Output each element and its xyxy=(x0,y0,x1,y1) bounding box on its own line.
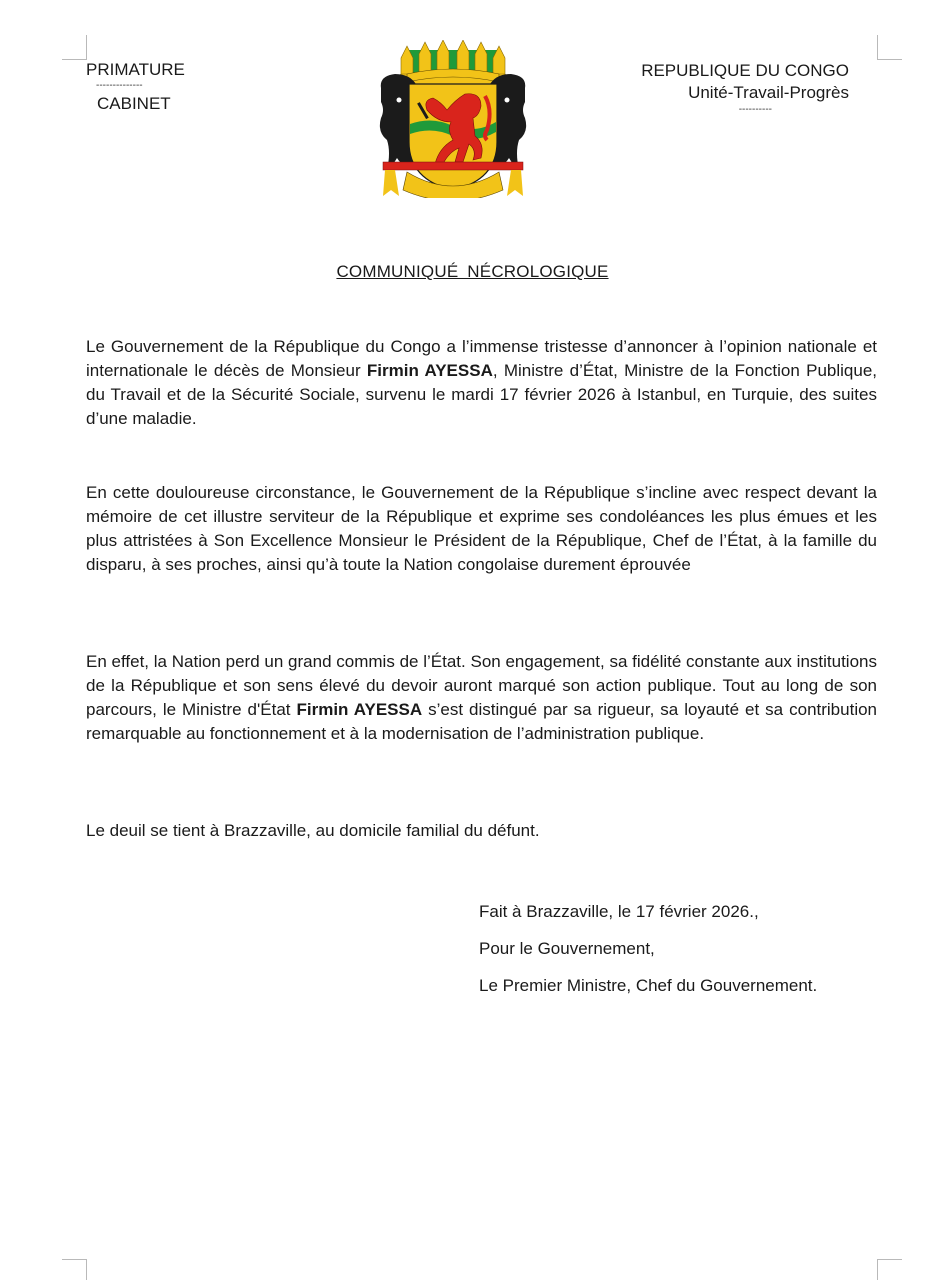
paragraph-text: Le Gouvernement de la République du Congo a l’immense tristesse d’annoncer à l’opinion nationale et internationale le décès de Monsieur xyxy=(86,337,877,380)
country-name: REPUBLIQUE DU CONGO xyxy=(641,61,849,80)
paragraph-announcement xyxy=(86,335,877,431)
paragraph-condolences: En cette douloureuse circonstance, le Gouvernement de la République s’incline avec respect devant la mémoire de cet illustre serviteur de la République et exprime ses condoléances les plus émues et les plus attristées à Son Excellence Monsieur le Président de la République, Chef de l’État, à la famille du disparu, à ses proches, ainsi qu’à toute la Nation congolaise durement éprouvée xyxy=(86,483,877,574)
paragraph-text: , Ministre d’État, Ministre de la Fonction Publique, du Travail et de la Sécurité Sociale, survenu le mardi 17 février 2026 à Istanbul, en Turquie, des suites d’une maladie. xyxy=(86,361,877,428)
paragraph-tribute xyxy=(86,650,877,746)
national-motto: Unité-Travail-Progrès xyxy=(688,83,849,102)
signature-block xyxy=(479,893,817,1004)
signature-signatory: Le Premier Ministre, Chef du Gouvernement. xyxy=(479,976,818,995)
header-left-block xyxy=(86,60,196,114)
primature-label: PRIMATURE xyxy=(86,60,185,79)
paragraph-mourning-location: Le deuil se tient à Brazzaville, au domicile familial du défunt. xyxy=(86,821,540,840)
crop-mark-top-left xyxy=(62,35,87,60)
header-left-separator: -------------- xyxy=(96,80,143,91)
cabinet-label: CABINET xyxy=(97,94,171,113)
paragraph-text: En effet, la Nation perd un grand commis de l’État. Son engagement, sa fidélité constante aux institutions de la République et son sens élevé du devoir auront marqué son action publique. Tout au long de son parcours, le Ministre d'État xyxy=(86,652,877,719)
deceased-name: Firmin AYESSA xyxy=(366,361,493,380)
crop-mark-bottom-left xyxy=(62,1259,87,1280)
document-title: COMMUNIQUÉ NÉCROLOGIQUE xyxy=(336,262,609,281)
header-right-block xyxy=(600,60,849,116)
crop-mark-bottom-right xyxy=(877,1259,902,1280)
signature-place-date: Fait à Brazzaville, le 17 février 2026., xyxy=(479,902,759,921)
header-right-separator: ---------- xyxy=(738,104,772,115)
coat-of-arms-icon xyxy=(377,40,529,198)
deceased-name: Firmin AYESSA xyxy=(296,700,423,719)
paragraph-text: s’est distingué par sa rigueur, sa loyauté et sa contribution remarquable au fonctionnement et à la modernisation de l’administration publique. xyxy=(86,700,878,743)
signature-on-behalf: Pour le Gouvernement, xyxy=(479,939,655,958)
crop-mark-top-right xyxy=(877,35,902,60)
